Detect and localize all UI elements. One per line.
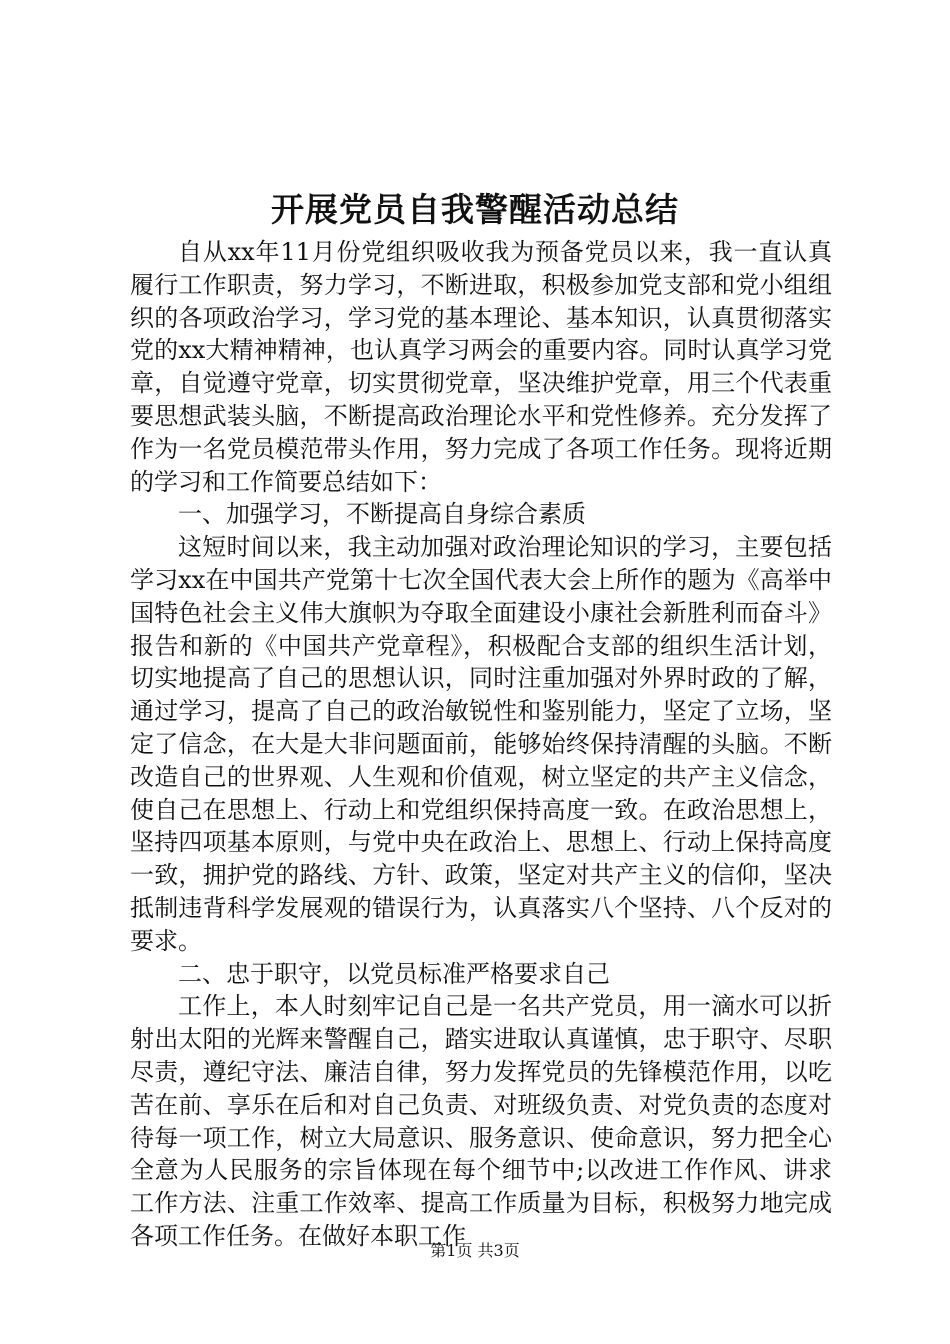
intro-paragraph: 自从xx年11月份党组织吸收我为预备党员以来，我一直认真履行工作职责，努力学习，不断进取，积极参加党支部和党小组组织的各项政治学习，学习党的基本理论、基本知识，认真贯彻落实党的xx大精神精神，也认真学习两会的重要内容。同时认真学习党章，自觉遵守党章，切实贯彻党章，坚决维护党章，用三个代表重要思想武装头脑，不断提高政治理论水平和党性修养。充分发挥了作为一名党员模范带头作用，努力完成了各项工作任务。现将近期的学习和工作简要总结如下： (130, 238, 832, 496)
section-1-paragraph: 这短时间以来，我主动加强对政治理论知识的学习，主要包括学习xx在中国共产党第十七次全国代表大会上所作的题为《高举中国特色社会主义伟大旗帜为夺取全面建设小康社会新胜利而奋斗》报告和新的《中国共产党章程》，积极配合支部的组织生活计划，切实地提高了自己的思想认识，同时注重加强对外界时政的了解，通过学习，提高了自己的政治敏锐性和鉴别能力，坚定了立场，坚定了信念，在大是大非问题面前，能够始终保持清醒的头脑。不断改造自己的世界观、人生观和价值观，树立坚定的共产主义信念，使自己在思想上、行动上和党组织保持高度一致。在政治思想上，坚持四项基本原则，与党中央在政治上、思想上、行动上保持高度一致，拥护党的路线、方针、政策，坚定对共产主义的信仰，坚决抵制违背科学发展观的错误行为，认真落实八个坚持、八个反对的要求。 (130, 533, 832, 955)
section-2-paragraph: 工作上，本人时刻牢记自己是一名共产党员，用一滴水可以折射出太阳的光辉来警醒自己，踏实进取认真谨慎，忠于职守、尽职尽责，遵纪守法、廉洁自律，努力发挥党员的先锋模范作用，以吃苦在前、享乐在后和对自己负责、对班级负责、对党负责的态度对待每一项工作，树立大局意识、服务意识、使命意识，努力把全心全意为人民服务的宗旨体现在每个细节中;以改进工作作风、讲求工作方法、注重工作效率、提高工作质量为目标，积极努力地完成各项工作任务。在做好本职工作 (130, 992, 832, 1250)
section-heading-2: 二、忠于职守，以党员标准严格要求自己 (178, 959, 610, 988)
document-title: 开展党员自我警醒活动总结 (271, 190, 679, 229)
document-body (130, 236, 832, 1253)
section-heading-1: 一、加强学习，不断提高自身综合素质 (178, 500, 586, 529)
page-number-footer: 第1页 共3页 (430, 1241, 520, 1260)
